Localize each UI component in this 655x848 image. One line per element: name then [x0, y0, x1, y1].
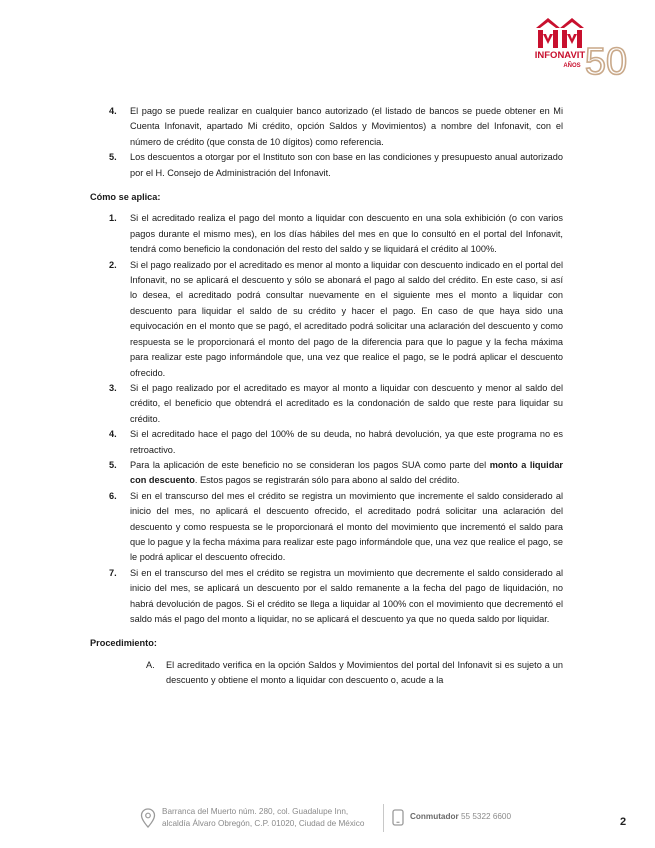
location-pin-icon: [140, 808, 156, 828]
list-item: 6. Si en el transcurso del mes el crédito se registra un movimiento que incremente el saldo considerado al inicio del mes, no aplicará el descuento ofrecido, el acreditado podrá solicitar una aclaración del descuento y como respuesta se le proporcionará el monto del movimiento que incrementó el saldo para que lo pague y la fecha máxima para realizar este pago informándole que, una vez que realice el pago, se le podrá aplicar el descuento ofrecido.: [109, 490, 563, 563]
logo-brand-text: INFONAVIT: [534, 50, 586, 61]
list-item: 7. Si en el transcurso del mes el crédito se registra un movimiento que decremente el saldo considerado al inicio del mes, se aplicará un descuento por el saldo remanente a la fecha del pago de liquidación, no habrá devolución de pagos. Si el crédito se llega a liquidar al 100% con el movimiento que decrementó el saldo más el pago del monto a liquidar, no se aplicará el descuento ya que no queda saldo por liquidar.: [109, 567, 563, 624]
conmutador-label: Conmutador: [410, 812, 459, 821]
list-item: 4. Si el acreditado hace el pago del 100% de su deuda, no habrá devolución, ya que este programa no es retroactivo.: [109, 429, 563, 455]
list-item: 5. Los descuentos a otorgar por el Instituto son con base en las condiciones y presupuesto anual autorizado por el H. Consejo de Administración del Infonavit.: [109, 152, 563, 178]
document-body: [90, 104, 563, 689]
list-item-text: Si en el transcurso del mes el crédito se registra un movimiento que decremente el saldo considerado al inicio del mes, se aplicará un descuento por el saldo remanente a la fecha del pago de liquidación, no habrá devolución de pagos. Si el crédito se llega a liquidar al 100% con el movimiento que decrementó el saldo más el pago del monto a liquidar, no se aplicará el descuento ya que no queda saldo por liquidar.: [130, 567, 563, 624]
list-item-text: Si en el transcurso del mes el crédito se registra un movimiento que incremente el saldo considerado al inicio del mes, no aplicará el descuento ofrecido, el acreditado podrá solicitar una aclaración del descuento y como respuesta se le proporcionará el monto del movimiento que incrementó el saldo para que lo pague y la fecha máxima para realizar este pago informándole que, una vez que realice el pago, se le podrá aplicar el descuento ofrecido.: [130, 490, 563, 563]
list-item-text: Los descuentos a otorgar por el Instituto son con base en las condiciones y presupuesto anual autorizado por el H. Consejo de Administración del Infonavit.: [130, 152, 563, 178]
logo-number-50: 50: [584, 41, 628, 83]
list-item-text: . Estos pagos se registrarán sólo para abono al saldo del crédito.: [194, 475, 460, 486]
list-procedimiento: [90, 658, 563, 689]
list-item-text: Si el pago realizado por el acreditado es menor al monto a liquidar con descuento indicado en el portal del Infonavit, no se aplicará el descuento y sólo se abonará el pago al saldo del crédito. En este caso, si así lo desea, el acreditado podrá consultar nuevamente en el siguiente mes el monto a liquidar con descuento para liquidar el saldo de su crédito y hacer el pago. En caso de que haya sido una equivocación en el monto que se pagó, el acreditado podrá solicitar una aclaración del descuento y como respuesta se le proporcionará el monto del pago de la diferencia para que lo pague y la fecha máxima para realizar este pago informándole que, una vez que realice el pago, se le podrá aplicar el descuento ofrecido.: [130, 259, 563, 378]
address-line-2: alcaldía Álvaro Obregón, C.P. 01020, Ciudad de México: [162, 819, 365, 828]
list-item: 2. Si el pago realizado por el acreditado es menor al monto a liquidar con descuento indicado en el portal del Infonavit, no se aplicará el descuento y sólo se abonará el pago al saldo del crédito. En este caso, si así lo desea, el acreditado podrá consultar nuevamente en el siguiente mes el monto a liquidar con descuento para liquidar el saldo de su crédito y hacer el pago. En caso de que haya sido una equivocación en el monto que se pagó, el acreditado podrá solicitar una aclaración del descuento y como respuesta se le proporcionará el monto del pago de la diferencia para que lo pague y la fecha máxima para realizar este pago informándole que, una vez que realice el pago, se le podrá aplicar el descuento ofrecido.: [109, 259, 563, 378]
logo-years-text: AÑOS: [563, 63, 581, 69]
list-item-text: Para la aplicación de este beneficio no se consideran los pagos SUA como parte del: [130, 459, 490, 470]
list-item-text: Si el pago realizado por el acreditado es mayor al monto a liquidar con descuento y menor al saldo del crédito, el beneficio que obtendrá el acreditado es la condonación de saldo que reste para liquidar su crédito.: [130, 382, 563, 424]
footer-conmutador: [410, 812, 511, 821]
list-item-text: Si el acreditado hace el pago del 100% de su deuda, no habrá devolución, ya que este programa no es retroactivo.: [130, 429, 563, 455]
section-heading-procedimiento: Procedimiento:: [90, 638, 157, 649]
list-item-text: El acreditado verifica en la opción Saldos y Movimientos del portal del Infonavit si es sujeto a un descuento y obtiene el monto a liquidar con descuento o, acude a la: [166, 659, 563, 686]
phone-icon: [392, 809, 404, 826]
list-item: A. El acreditado verifica en la opción Saldos y Movimientos del portal del Infonavit si es sujeto a un descuento y obtiene el monto a liquidar con descuento o, acude a la: [146, 659, 563, 686]
address-line-1: Barranca del Muerto núm. 280, col. Guadalupe Inn,: [162, 807, 349, 816]
page-number: 2: [620, 816, 627, 828]
list-item-bold-text: monto a liquidar con descuento: [130, 459, 564, 486]
list-item: 4. El pago se puede realizar en cualquier banco autorizado (el listado de bancos se puede obtener en Mi Cuenta Infonavit, apartado Mi crédito, opción Saldos y Movimientos) a nombre del Infonavit, con el número de crédito (que consta de 10 dígitos) como referencia.: [109, 106, 563, 147]
house-icon: [536, 18, 584, 48]
list-continued-conditions: [90, 104, 563, 181]
section-heading-como-se-aplica: Cómo se aplica:: [90, 192, 161, 203]
list-item: 5. Para la aplicación de este beneficio no se consideran los pagos SUA como parte del monto a liquidar con descuento. Estos pagos se registrarán sólo para abono al saldo del crédito.: [109, 459, 564, 486]
infonavit-50-anos-logo: [530, 14, 630, 84]
list-item-text: Si el acreditado realiza el pago del monto a liquidar con descuento en una sola exhibición (o con varios pagos durante el mismo mes), en los días hábiles del mes en que lo consultó en el portal del Infonavit, tendrá como beneficio la condonación del resto del saldo y se liquidará el crédito al 100%.: [130, 213, 563, 255]
footer-divider: [383, 804, 384, 832]
list-item-text: El pago se puede realizar en cualquier banco autorizado (el listado de bancos se puede obtener en Mi Cuenta Infonavit, apartado Mi crédito, opción Saldos y Movimientos) a nombre del Infonavit, con el número de crédito (que consta de 10 dígitos) como referencia.: [130, 106, 563, 147]
conmutador-number: 55 5322 6600: [460, 812, 512, 821]
list-item: 3. Si el pago realizado por el acreditado es mayor al monto a liquidar con descuento y menor al saldo del crédito, el beneficio que obtendrá el acreditado es la condonación de saldo que reste para liquidar su crédito.: [109, 382, 563, 424]
list-item: 1. Si el acreditado realiza el pago del monto a liquidar con descuento en una sola exhibición (o con varios pagos durante el mismo mes), en los días hábiles del mes en que lo consultó en el portal del Infonavit, tendrá como beneficio la condonación del resto del saldo y se liquidará el crédito al 100%.: [109, 213, 563, 255]
list-como-se-aplica: [90, 211, 563, 627]
page-footer: [140, 800, 600, 840]
footer-address: [162, 806, 364, 830]
